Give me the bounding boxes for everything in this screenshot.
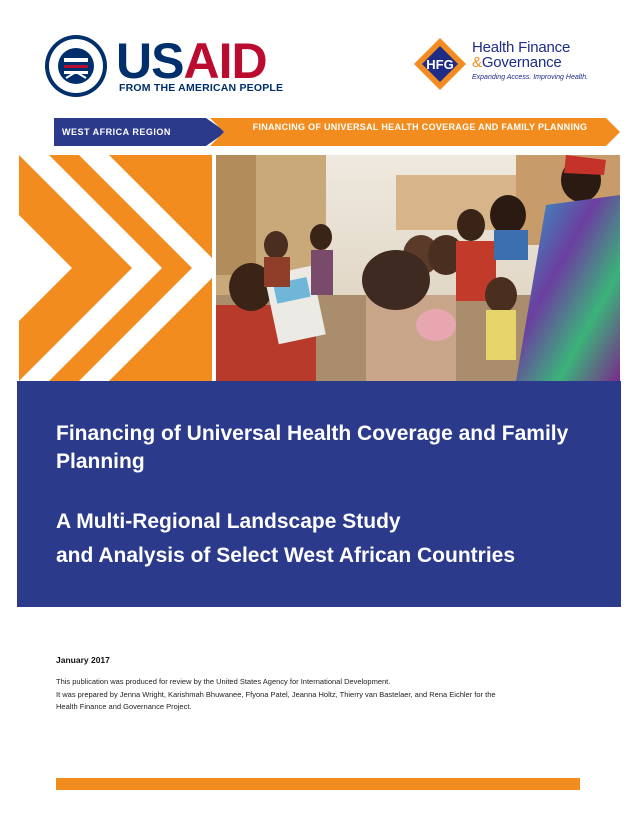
disclaimer-line-1: This publication was produced for review by the United States Agency for International Development. (56, 677, 391, 686)
svg-text:HFG: HFG (426, 57, 454, 72)
chevron-graphic (19, 155, 212, 381)
document-subtitle-line-2: and Analysis of Select West African Countries (56, 544, 516, 567)
authors-line: It was prepared by Jenna Wright, Karishmah Bhuwanee, Ffyona Patel, Jeanna Holtz, Thierry van Bastelaer, and Rena Eichler for the (56, 690, 496, 699)
publication-date: January 2017 (56, 655, 110, 665)
region-label: WEST AFRICA REGION (62, 127, 171, 137)
document-subtitle-line-1: A Multi-Regional Landscape Study (56, 510, 401, 533)
topic-label: FINANCING OF UNIVERSAL HEALTH COVERAGE AND FAMILY PLANNING (252, 122, 588, 132)
usaid-tagline: FROM THE AMERICAN PEOPLE (119, 82, 284, 94)
project-line: Health Finance and Governance Project. (56, 702, 192, 711)
hfg-tagline: Expanding Access. Improving Health. (472, 74, 589, 81)
document-title: Financing of Universal Health Coverage and Family Planning (56, 422, 569, 473)
usaid-wordmark: USAID (116, 33, 267, 89)
hfg-logo-icon (412, 36, 468, 92)
footer-bar (56, 778, 580, 790)
community-health-photo (216, 155, 620, 381)
title-panel (17, 381, 621, 607)
hfg-name: Health Finance &Governance (472, 39, 571, 71)
usaid-seal-icon (44, 34, 108, 98)
